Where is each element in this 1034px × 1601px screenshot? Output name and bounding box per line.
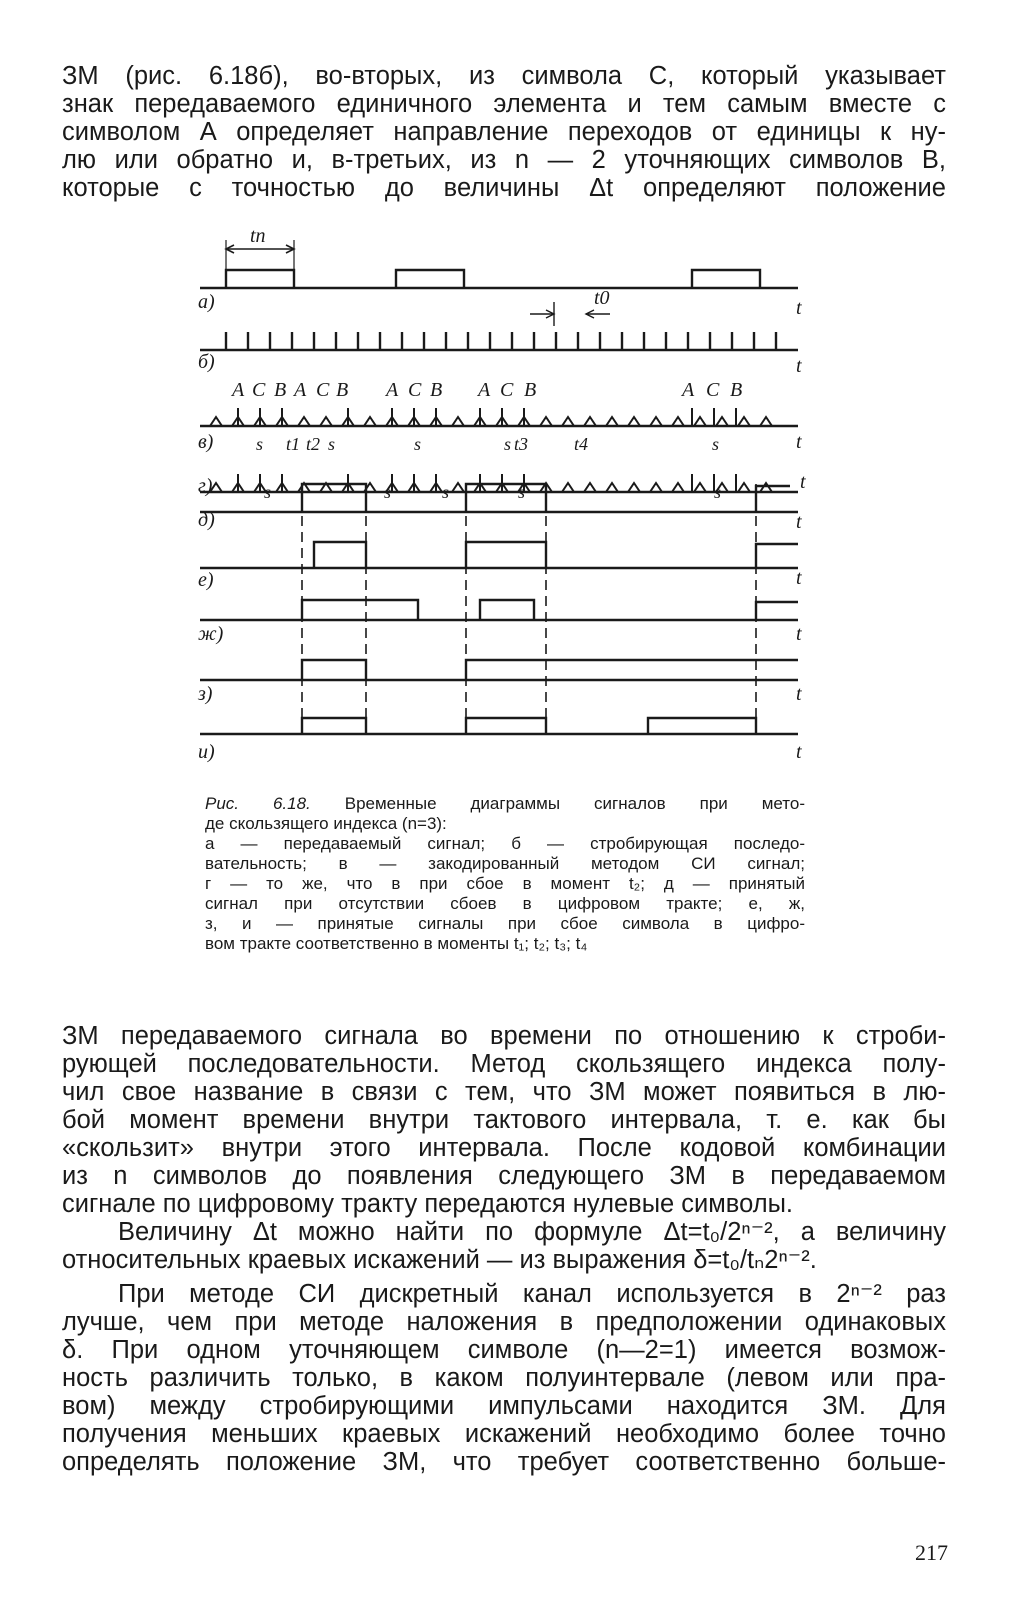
text-line: При методе СИ дискретный канал используется в 2ⁿ⁻² раз [118,1280,946,1308]
caption-line: де скользящего индекса (n=3): [205,814,447,833]
row-label: з) [198,683,213,705]
text-line: вом) между стробирующими импульсами находится ЗМ. Для [62,1392,946,1420]
symbol-label: В [524,379,537,401]
row-label: г) [198,475,213,497]
symbol-label: В [430,379,443,401]
t-label: t2 [306,434,321,454]
caption-line: сигнал при отсутствии сбоев в цифровом тракте; е, ж, [205,894,805,913]
symbol-label: А [386,379,399,401]
row-label: ж) [198,623,224,645]
caption-line: а — передаваемый сигнал; б — стробирующая последо- [205,834,805,853]
row-label: б) [198,351,215,373]
row-label: а) [198,291,215,313]
formula-paragraph [62,1218,946,1274]
text-line: которые с точностью до величины Δt определяют положение [62,174,946,202]
tn-label: tп [250,225,266,247]
s-label: s [384,482,392,502]
symbol-label: С [706,379,720,401]
row-a-signal [200,240,798,288]
symbol-label: С [500,379,514,401]
caption-line: Временные диаграммы сигналов при мето- [344,794,805,813]
text-line: «скользит» внутри этого интервала. После кодовой комбинации [62,1134,946,1162]
symbol-label: В [730,379,743,401]
axis-label: t [796,567,802,589]
axis-label: t [796,511,802,533]
text-line: ность различить только, в каком полуинтервале (левом или пра- [62,1364,946,1392]
row-i-received [200,718,798,734]
text-line: лучше, чем при методе наложения в предположении одинаковых [62,1308,946,1336]
s-label: s [256,434,264,454]
text-line: из n символов до появления следующего ЗМ в передаваемом [62,1162,946,1190]
text-line: бой момент времени внутри тактового интервала, т. е. как бы [62,1106,946,1134]
symbol-label: А [294,379,307,401]
row-z-received [200,660,798,680]
axis-label: t [796,355,802,377]
symbol-label: С [316,379,330,401]
text-line: получения меньших краевых искажений необходимо более точно [62,1420,946,1448]
row-label: и) [198,741,215,763]
axis-label: t [800,471,806,493]
timing-diagram-figure [190,222,830,782]
figure-caption [205,794,805,954]
s-label: s [442,482,450,502]
s-label: s [504,434,512,454]
text-line: относительных краевых искажений — из выражения δ=t₀/tₙ2ⁿ⁻². [62,1246,817,1274]
row-label: в) [198,431,214,453]
caption-line: г — то же, что в при сбое в момент t₂; д — принятый [205,874,805,893]
caption-line: з, и — принятые сигналы при сбое символа в цифро- [205,914,805,933]
axis-label: t [796,741,802,763]
symbol-label: А [478,379,491,401]
axis-label: t [796,431,802,453]
text-line: чил свое название в связи с тем, что ЗМ может появиться в лю- [62,1078,946,1106]
text-line: символом А определяет направление переходов от единицы к ну- [62,118,946,146]
text-line: ЗМ передаваемого сигнала во времени по отношению к строби- [62,1022,946,1050]
s-label: s [264,482,272,502]
text-line: определять положение ЗМ, что требует соответственно больше- [62,1448,946,1476]
page-number: 217 [915,1540,948,1565]
text-line: Величину Δt можно найти по формуле Δt=t₀/2ⁿ⁻², а величину [118,1218,946,1246]
t-label: t1 [286,434,301,454]
text-line: знак передаваемого единичного элемента и тем самым вместе с [62,90,946,118]
axis-label: t [796,297,802,319]
s-label: s [714,482,722,502]
s-label: s [328,434,336,454]
s-label: s [518,482,526,502]
symbol-label: С [408,379,422,401]
text-line: ЗМ (рис. 6.18б), во-вторых, из символа С, который указывает [62,62,946,90]
row-b-strobe [200,332,798,350]
top-paragraph [62,62,946,202]
t-label: t4 [574,434,589,454]
text-line: δ. При одном уточняющем символе (n—2=1) имеется возмож- [62,1336,946,1364]
middle-paragraph [62,1022,946,1218]
axis-label: t [796,683,802,705]
row-label: д) [198,509,215,531]
row-e-received [200,542,798,568]
text-line: лю или обратно и, в-третьих, из n — 2 уточняющих символов В, [62,146,946,174]
symbol-label: С [252,379,266,401]
row-zh-received [200,600,798,620]
s-label: s [712,434,720,454]
symbol-label: В [274,379,287,401]
caption-line: вательность; в — закодированный методом СИ сигнал; [205,854,805,873]
row-label: е) [198,569,214,591]
symbol-label: А [232,379,245,401]
symbol-label: А [682,379,695,401]
dashed-guides [302,484,756,734]
s-label: s [414,434,422,454]
caption-line: вом тракте соответственно в моменты t₁; t₂; t₃; t₄ [205,934,588,953]
text-line: рующей последовательности. Метод скользящего индекса полу- [62,1050,946,1078]
t-label: t3 [514,434,529,454]
t0-label: t0 [594,287,610,309]
last-paragraph [62,1280,946,1476]
symbol-label: В [336,379,349,401]
caption-label: Рис. 6.18. [205,794,311,813]
text-line: сигнале по цифровому тракту передаются нулевые символы. [62,1190,793,1218]
axis-label: t [796,623,802,645]
